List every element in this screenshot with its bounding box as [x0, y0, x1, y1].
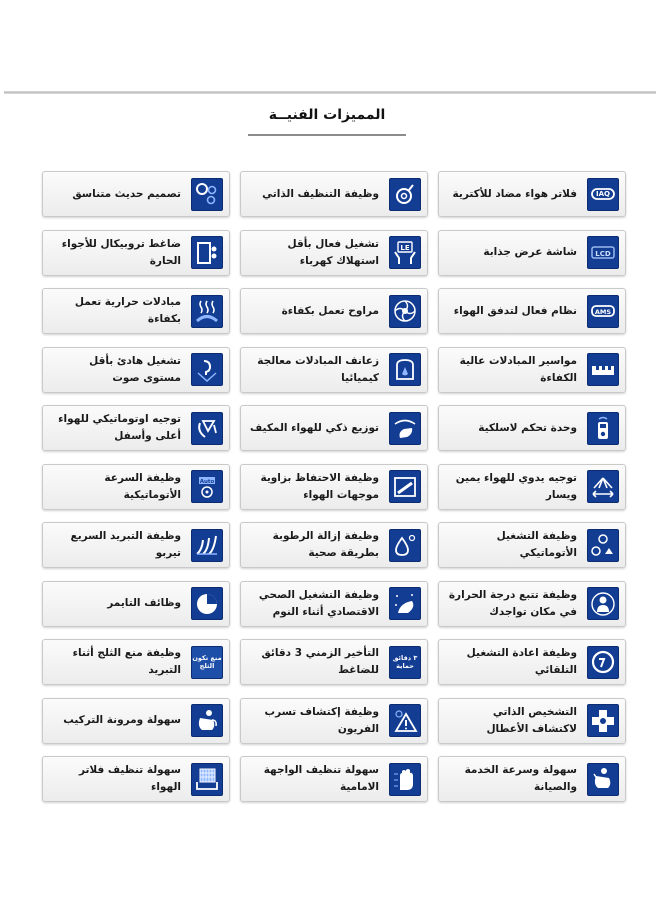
feature-card-timer [42, 581, 230, 627]
front-panel-clean-icon [389, 763, 421, 796]
filter-clean-icon [191, 763, 223, 796]
title-section [248, 104, 406, 138]
lcd-display-icon [587, 236, 619, 269]
feature-card-heat-exchangers [42, 288, 230, 334]
feature-card-auto-fan-speed [42, 464, 230, 510]
louver-memory-icon [389, 470, 421, 503]
easy-installation-icon [191, 704, 223, 737]
feature-card-wireless-remote [438, 405, 626, 451]
title-underline [248, 134, 406, 136]
feature-card-compressor-delay [240, 639, 428, 685]
top-divider [4, 91, 656, 94]
dehumidify-icon [389, 529, 421, 562]
feature-label: مبادلات حرارية تعمل بكفاءة [74, 296, 181, 325]
anti-frost-icon: منع تكون الثلج [191, 646, 223, 679]
feature-label: وظيفة التشغيل الأتوماتيكي [496, 530, 577, 559]
self-diagnosis-icon [587, 704, 619, 737]
feature-label: تصميم حديث متناسق [72, 187, 181, 200]
feature-label: تشغيل هادئ بأقل مستوى صوت [89, 354, 181, 384]
feature-label: وظيفة السرعة الأتوماتيكية [104, 471, 181, 501]
quiet-operation-icon [191, 353, 223, 386]
feature-card-smart-air-distribution [240, 405, 428, 451]
feature-label: توجيه يدوي للهواء يمين ويسار [455, 471, 577, 501]
feature-card-self-clean [240, 171, 428, 217]
feature-card-treated-fins [240, 347, 428, 393]
manual-swing-horizontal-icon [587, 470, 619, 503]
feature-label: شاشة عرض جذابة [483, 246, 577, 258]
feature-card-efficient-pipes [438, 347, 626, 393]
feature-card-i-feel [438, 581, 626, 627]
feature-label: مراوح تعمل بكفاءة [281, 304, 379, 317]
feature-card-quiet-operation [42, 347, 230, 393]
wireless-remote-icon [587, 412, 619, 445]
feature-card-easy-maintenance [438, 756, 626, 802]
low-energy-icon [389, 236, 421, 269]
feature-label: سهولة تنظيف الواجهة الامامية [263, 764, 379, 793]
gears-icon [191, 178, 223, 211]
feature-label: مواسير المبادلات عالية الكفاءة [459, 354, 577, 384]
feature-card-front-panel-clean [240, 756, 428, 802]
feature-card-easy-installation [42, 698, 230, 744]
feature-label: وظيفة تتبع درجة الحرارة في مكان تواجدك [448, 588, 577, 618]
feature-card-self-diagnosis [438, 698, 626, 744]
features-grid [32, 171, 626, 802]
tropical-compressor-icon [191, 236, 223, 269]
feature-card-tropical-compressor [42, 230, 230, 276]
feature-card-efficient-fans [240, 288, 428, 334]
auto-mode-icon [587, 529, 619, 562]
feature-card-auto-swing-vertical [42, 405, 230, 451]
feature-label: وظيفة التشغيل الصحي الاقتصادي أثناء النوم [258, 588, 379, 618]
feature-label: سهولة ومرونة التركيب [63, 714, 181, 726]
smart-air-distribution-icon [389, 412, 421, 445]
feature-label: توجيه اوتوماتيكي للهواء أعلى وأسفل [58, 413, 181, 442]
feature-label: ضاغط تروبيكال للأجواء الحارة [61, 237, 181, 267]
feature-label: وظيفة اعادة التشغيل التلقائي [466, 647, 577, 676]
feature-label: تشغيل فعال بأقل استهلاك كهرباء [287, 237, 379, 267]
sleep-mode-icon [389, 587, 421, 620]
feature-card-low-energy [240, 230, 428, 276]
feature-label: توزيع ذكي للهواء المكيف [250, 421, 379, 434]
svg-text:LE: LE [400, 243, 410, 252]
feature-label: التأخير الزمني 3 دقائق للضاغط [261, 647, 379, 676]
feature-card-dehumidify [240, 522, 428, 568]
feature-label: وظيفة التنظيف الذاتي [262, 187, 379, 200]
feature-label: وظيفة إكتشاف تسرب الفريون [264, 705, 379, 735]
feature-label: وظيفة التبريد السريع تيربو [70, 530, 181, 559]
feature-card-turbo-cooling [42, 522, 230, 568]
feature-label: وحدة تحكم لاسلكية [478, 421, 577, 434]
feature-card-manual-swing-horizontal [438, 464, 626, 510]
feature-label: وظيفة الاحتفاظ بزاوية موجهات الهواء [260, 471, 379, 501]
feature-label: نظام فعال لتدفق الهواء [453, 304, 577, 317]
timer-icon [191, 587, 223, 620]
feature-label: التشخيص الذاتي لاكتشاف الأعطال [486, 705, 577, 735]
feature-label: وظيفة إزالة الرطوبة بطريقة صحية [272, 530, 379, 559]
treated-fins-icon [389, 353, 421, 386]
fan-icon [389, 295, 421, 328]
auto-swing-vertical-icon [191, 412, 223, 445]
feature-card-louver-memory [240, 464, 428, 510]
heat-exchanger-icon [191, 295, 223, 328]
feature-label: وظيفة منع الثلج أثناء التبريد [72, 647, 181, 676]
feature-card-lcd-display [438, 230, 626, 276]
refrigerant-leak-icon [389, 704, 421, 737]
feature-label: وظائف التايمر [107, 597, 181, 609]
feature-label: زعانف المبادلات معالجة كيميائيا [257, 354, 379, 384]
feature-card-iaq-filter [438, 171, 626, 217]
iaq-icon: IAQ [587, 178, 619, 211]
auto-fan-speed-icon [191, 470, 223, 503]
feature-card-filter-clean [42, 756, 230, 802]
feature-card-sleep-mode [240, 581, 428, 627]
ams-icon [587, 295, 619, 328]
svg-text:LCD: LCD [595, 249, 611, 258]
i-feel-icon [587, 587, 619, 620]
svg-text:Auto: Auto [199, 478, 215, 485]
auto-restart-icon [587, 646, 619, 679]
pipes-icon [587, 353, 619, 386]
turbo-cooling-icon [191, 529, 223, 562]
feature-card-auto-restart [438, 639, 626, 685]
feature-card-auto-mode [438, 522, 626, 568]
self-clean-icon [389, 178, 421, 211]
feature-card-modern-design [42, 171, 230, 217]
svg-text:AMS: AMS [594, 308, 612, 316]
feature-label: سهولة وسرعة الخدمة والصيانة [464, 764, 577, 793]
compressor-delay-icon: ٣ دقائق حماية [389, 646, 421, 679]
feature-card-anti-frost [42, 639, 230, 685]
feature-card-refrigerant-leak [240, 698, 428, 744]
feature-card-airflow-system [438, 288, 626, 334]
feature-label: فلاتر هواء مضاد للأكترية [452, 187, 577, 200]
feature-label: سهولة تنظيف فلاتر الهواء [78, 764, 181, 793]
easy-maintenance-icon [587, 763, 619, 796]
page-title: المميزات الفنيــة [268, 107, 386, 123]
